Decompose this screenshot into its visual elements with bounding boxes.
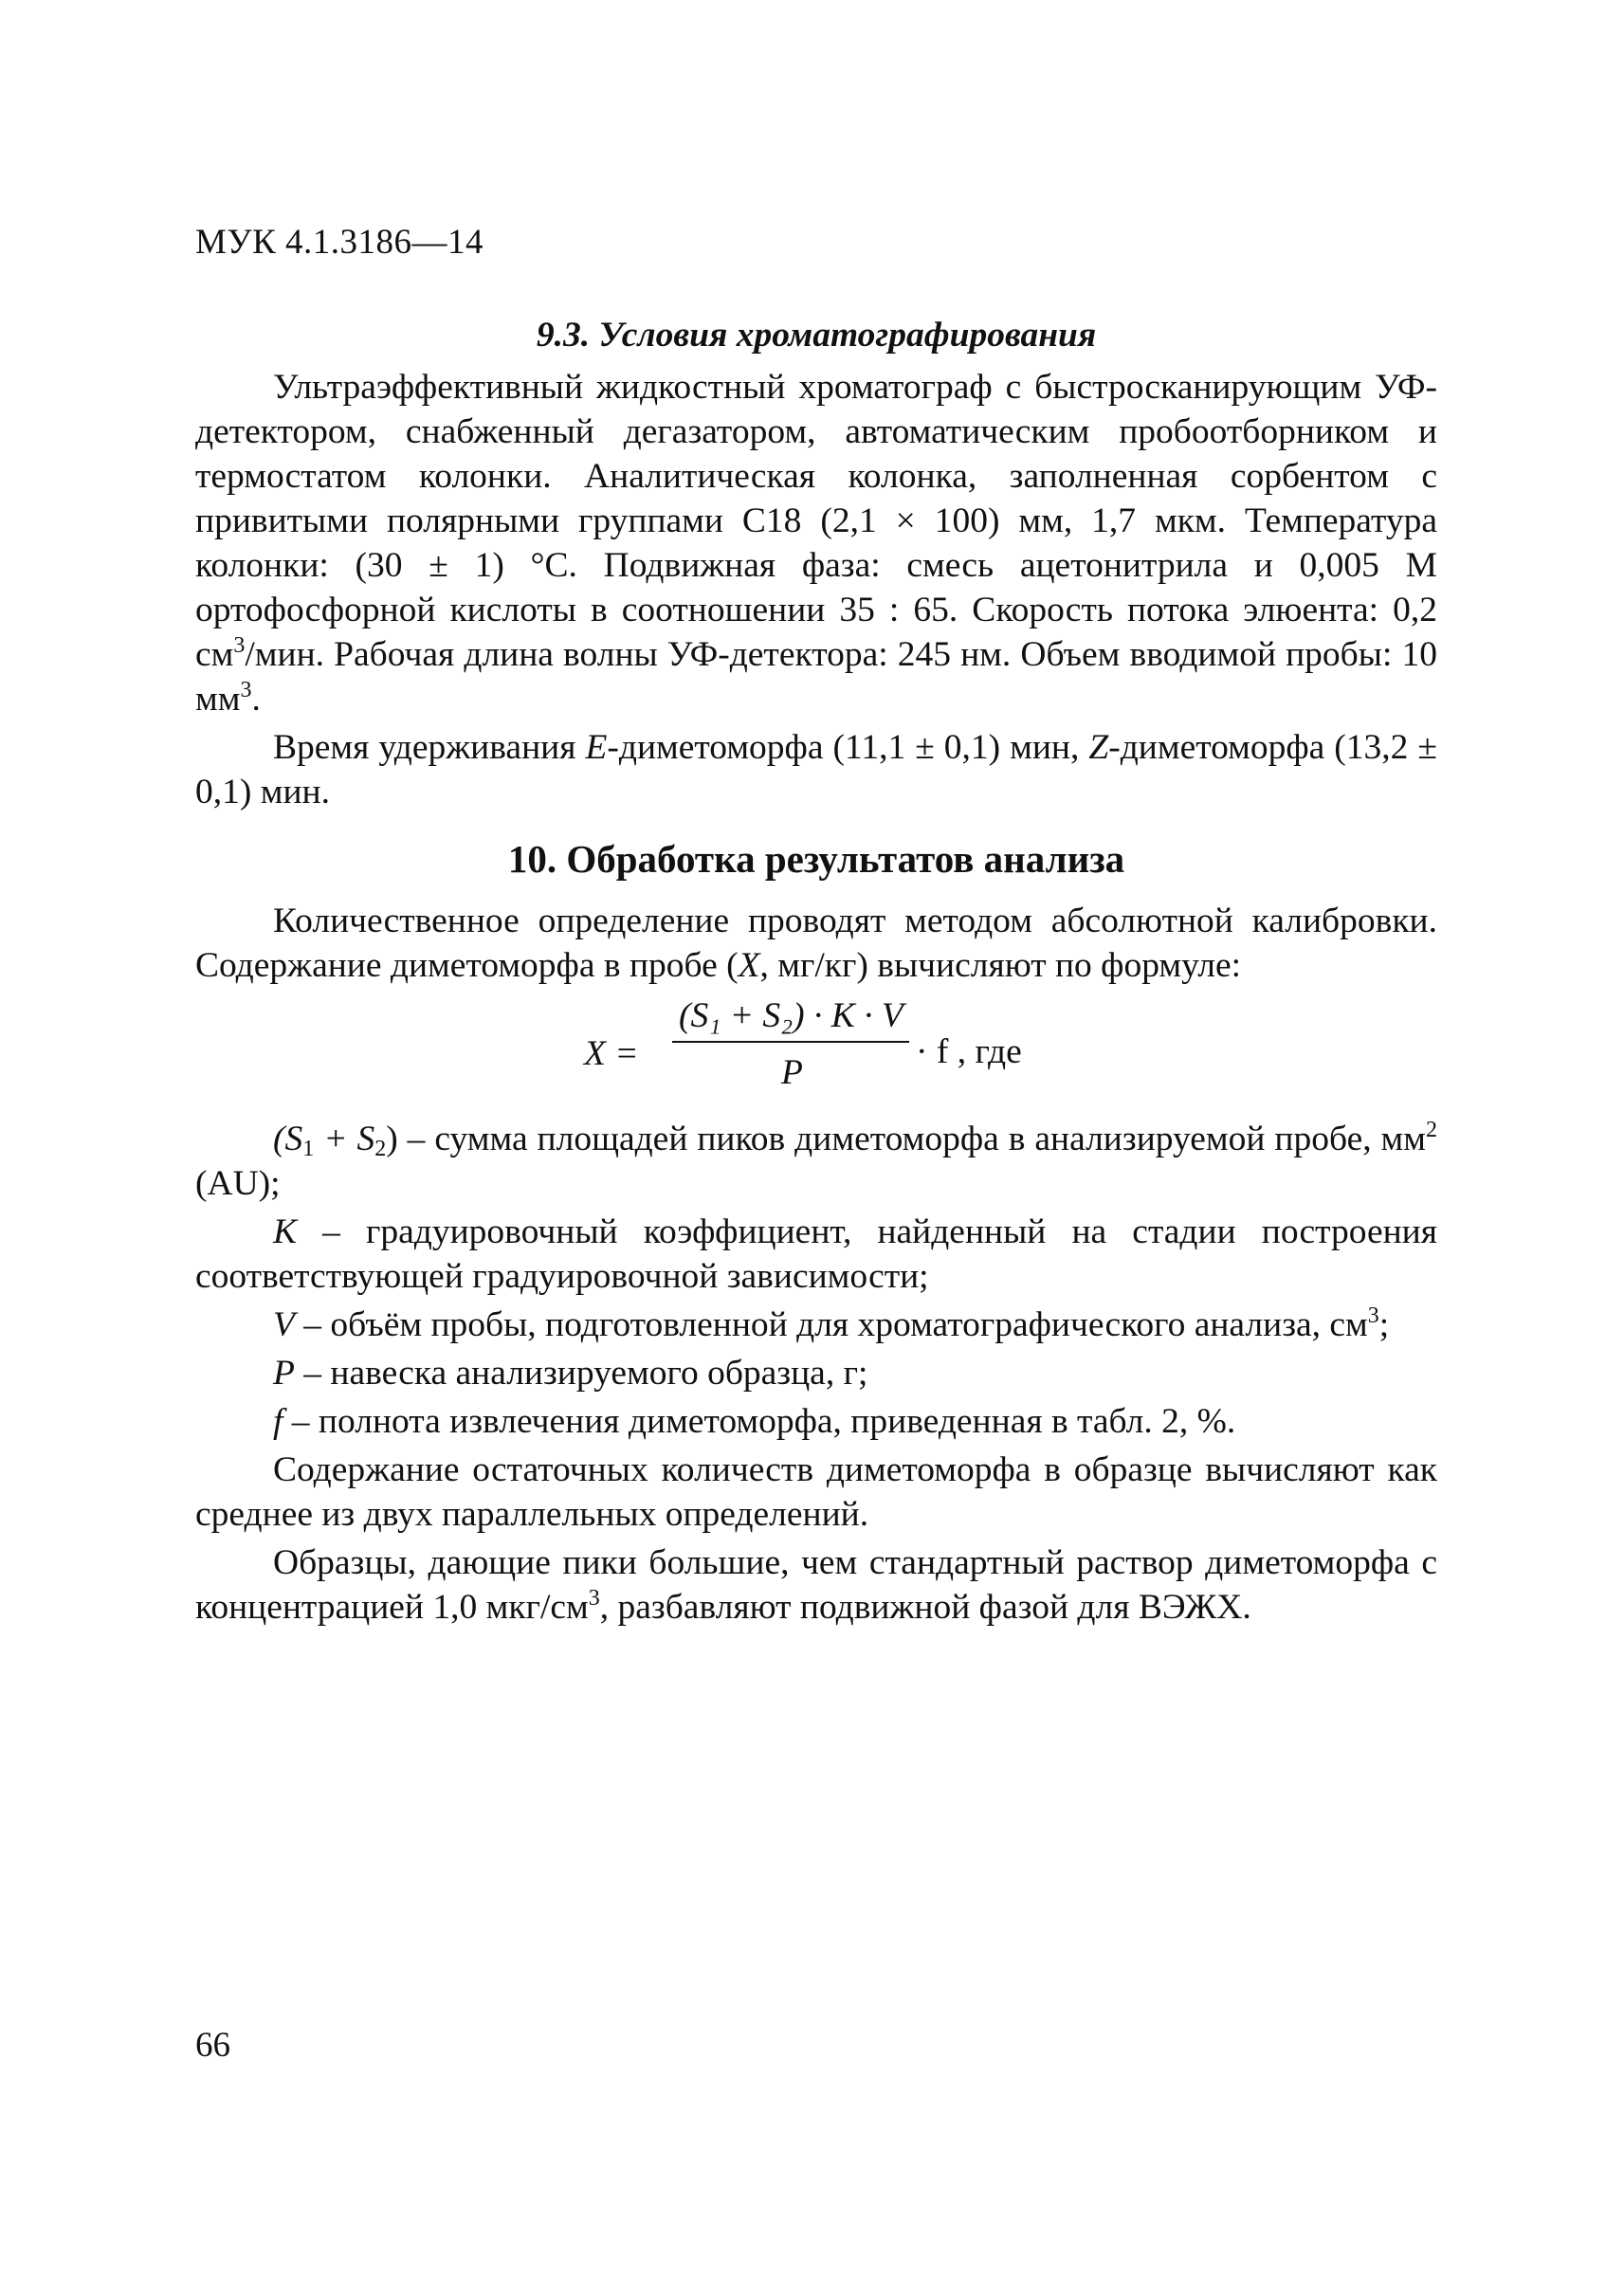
retention-time-paragraph: Время удерживания E-диметоморфа (11,1 ± 0,1) мин, Z-диметоморфа (13,2 ± 0,1) мин. bbox=[195, 728, 1437, 811]
average-paragraph: Содержание остаточных количеств диметоморфа в образце вычисляют как среднее из двух параллельных определений. bbox=[195, 1450, 1437, 1534]
section-10-title: 10. Обработка результатов анализа bbox=[507, 837, 1125, 881]
definition-v: V – объём пробы, подготовленной для хроматографического анализа, $см^3$; bbox=[273, 1303, 1390, 1344]
formula-numerator: (S₁ + S₂) · K · V bbox=[679, 996, 903, 1035]
definition-k: K – градуировочный коэффициент, найденный на стадии построения соответствующей градуировочной зависимости; bbox=[195, 1212, 1437, 1296]
document-code-header: МУК 4.1.3186—14 bbox=[195, 223, 484, 262]
formula-tail: · f , где bbox=[916, 1032, 1022, 1071]
chromatography-conditions-paragraph: Ультраэффективный жидкостный хроматограф с быстросканирующим УФ-детектором, снабженный дегазатором, автоматическим пробоотборником и термостатом колонки. Аналитическая колонка, заполненная сорбентом с привитыми полярными группами С18 (2,1 × 100) мм, 1,7 мкм. Температура колонки: (30 ± 1) °С. Подвижная фаза: смесь ацетонитрила и 0,005 М ортофосфорной кислоты в соотношении 35 : 65. Скорость потока элюента: 0,2 $см^3$/мин. Рабочая длина волны УФ-детектора: 245 нм. Объем вводимой пробы: 10 $мм^3$. bbox=[195, 368, 1437, 719]
definition-p: P – навеска анализируемого образца, г; bbox=[273, 1354, 868, 1393]
definition-f: f – полнота извлечения диметоморфа, приведенная в табл. 2, %. bbox=[273, 1402, 1236, 1441]
calculation-intro-paragraph: Количественное определение проводят методом абсолютной калибровки. Содержание диметоморфа в пробе (X, мг/кг) вычисляют по формуле: bbox=[195, 902, 1437, 985]
fraction-bar bbox=[672, 1041, 909, 1043]
formula-denominator: P bbox=[781, 1053, 803, 1092]
formula-lhs: X = bbox=[584, 1034, 639, 1073]
definition-s: $(S_1 + S_2)$ – сумма площадей пиков диметоморфа в анализируемой пробе, $мм^2$ (AU); bbox=[195, 1118, 1437, 1203]
dilution-paragraph: Образцы, дающие пики большие, чем стандартный раствор диметоморфа с концентрацией 1,0 мкг/$см^3$, разбавляют подвижной фазой для ВЭЖХ. bbox=[195, 1543, 1437, 1627]
page-body bbox=[195, 313, 1437, 1633]
section-9-3-title: 9.3. Условия хроматографирования bbox=[536, 316, 1097, 355]
concentration-formula bbox=[195, 993, 1437, 1105]
page-number: 66 bbox=[195, 2026, 230, 2065]
